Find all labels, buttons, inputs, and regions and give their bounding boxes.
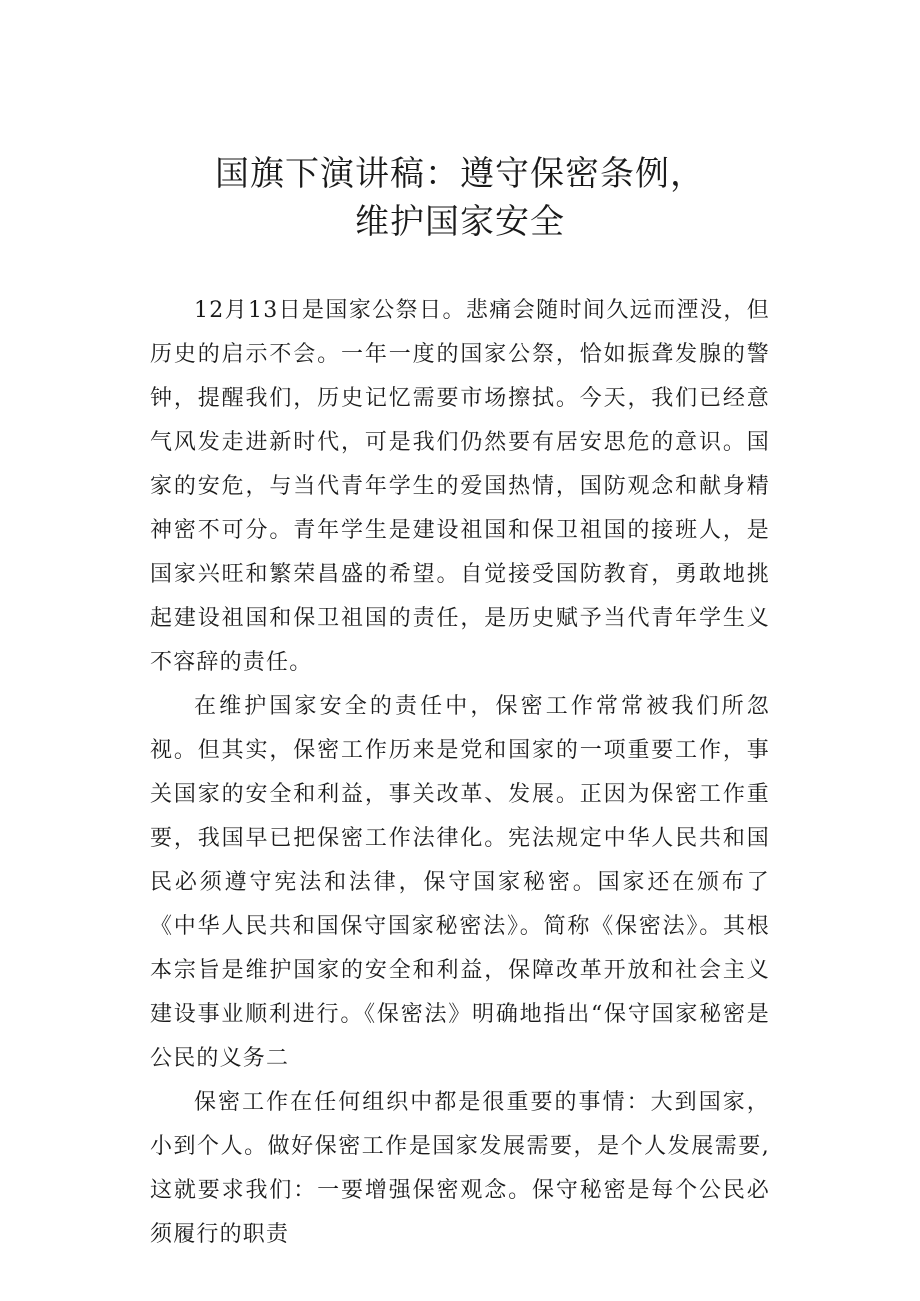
- paragraph-1: 12月13日是国家公祭日。悲痛会随时间久远而湮没，但历史的启示不会。一年一度的国家公祭，恰如振聋发腺的警钟，提醒我们，历史记忆需要市场擦拭。今天，我们已经意气风发走进新时代，可是我们仍然要有居安思危的意识。国家的安危，与当代青年学生的爱国热情，国防观念和献身精神密不可分。青年学生是建设祖国和保卫祖国的接班人，是国家兴旺和繁荣昌盛的希望。自觉接受国防教育，勇敢地挑起建设祖国和保卫祖国的责任，是历史赋予当代青年学生义不容辞的责任。: [150, 298, 770, 675]
- document-title-line-2: 维护国家安全: [355, 202, 565, 242]
- document-title-line-1: 国旗下演讲稿：遵守保密条例，: [215, 154, 705, 194]
- paragraph-3: 保密工作在任何组织中都是很重要的事情：大到国家，小到个人。做好保密工作是国家发展需要，是个人发展需要,这就要求我们：一要增强保密观念。保守秘密是每个公民必须履行的职责: [150, 1090, 770, 1247]
- paragraph-2: 在维护国家安全的责任中，保密工作常常被我们所忽视。但其实，保密工作历来是党和国家的一项重要工作，事关国家的安全和利益，事关改革、发展。正因为保密工作重要，我国早已把保密工作法律化。宪法规定中华人民共和国民必须遵守宪法和法律，保守国家秘密。国家还在颁布了《中华人民共和国保守国家秘密法》。简称《保密法》。其根本宗旨是维护国家的安全和利益，保障改革开放和社会主义建设事业顺利进行。《保密法》明确地指出“保守国家秘密是公民的义务二: [150, 694, 770, 1071]
- document-body: [150, 289, 770, 1257]
